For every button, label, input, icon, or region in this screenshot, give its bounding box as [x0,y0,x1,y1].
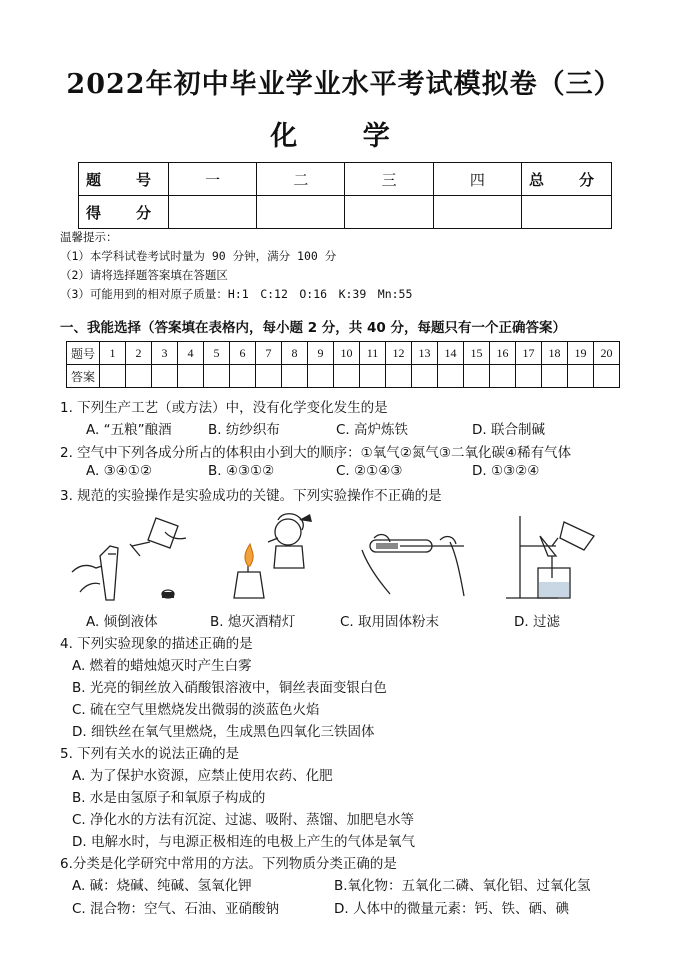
answer-blank-row [67,365,620,388]
score-blank [433,196,521,229]
question-3-option-d: D. 过滤 [514,614,560,630]
answer-number: 16 [490,342,516,365]
alcohol-lamp-illustration [220,510,320,605]
score-cell: 四 [433,163,521,196]
answer-blank [490,365,516,388]
answer-blank [594,365,620,388]
score-blank [345,196,433,229]
tip-item: （3）可能用到的相对原子质量：H:1 C:12 O:16 K:39 Mn:55 [60,287,413,301]
answer-blank [126,365,152,388]
answer-blank [152,365,178,388]
question-3-option-b: B. 熄灭酒精灯 [210,614,296,630]
score-blank [521,196,611,229]
question-6-stem: 6.分类是化学研究中常用的方法。下列物质分类正确的是 [60,856,397,872]
score-cell: 一 [169,163,257,196]
score-cell: 二 [257,163,345,196]
question-3-option-c: C. 取用固体粉末 [340,614,440,630]
solid-powder-illustration [360,520,470,600]
answer-blank [412,365,438,388]
score-cell: 总 分 [521,163,611,196]
score-cell: 三 [345,163,433,196]
answer-number: 11 [360,342,386,365]
answer-blank [464,365,490,388]
answer-number: 18 [542,342,568,365]
tip-item: （2）请将选择题答案填在答题区 [60,268,228,282]
question-6-option-c: C. 混合物：空气、石油、亚硝酸钠 [72,901,280,917]
answer-blank [516,365,542,388]
answer-blank [204,365,230,388]
question-2-option-a: A. ③④①② [86,463,152,479]
score-blank [169,196,257,229]
answer-number-row [67,342,620,365]
pouring-liquid-illustration [70,512,190,602]
answer-row-label: 题号 [67,342,100,365]
score-table-header-row [79,163,612,196]
answer-number: 13 [412,342,438,365]
answer-blank [178,365,204,388]
answer-blank [542,365,568,388]
answer-number: 17 [516,342,542,365]
question-3-option-a: A. 倾倒液体 [86,614,158,630]
score-cell: 题 号 [79,163,169,196]
answer-number: 2 [126,342,152,365]
question-2-option-d: D. ①③②④ [472,463,540,479]
answer-number: 12 [386,342,412,365]
question-6-option-a: A. 碱：烧碱、纯碱、氢氧化钾 [72,878,252,894]
question-4-option-a: A. 燃着的蜡烛熄灭时产生白雾 [72,658,252,674]
answer-number: 14 [438,342,464,365]
answer-blank [568,365,594,388]
answer-row-label: 答案 [67,365,100,388]
question-1-option-d: D. 联合制碱 [472,422,545,438]
answer-number: 10 [334,342,360,365]
subject-title: 化 学 [270,121,418,152]
answer-blank [334,365,360,388]
score-table [78,162,612,229]
answer-blank [438,365,464,388]
question-5-option-c: C. 净化水的方法有沉淀、过滤、吸附、蒸馏、加肥皂水等 [72,812,415,828]
answer-blank [230,365,256,388]
question-2-option-c: C. ②①④③ [336,463,403,479]
answer-number: 8 [282,342,308,365]
question-5-option-a: A. 为了保护水资源，应禁止使用农药、化肥 [72,768,333,784]
score-blank [257,196,345,229]
answer-number: 5 [204,342,230,365]
question-6-option-b: B.氧化物：五氧化二磷、氧化铝、过氧化氢 [334,878,591,894]
question-4-option-b: B. 光亮的铜丝放入硝酸银溶液中，铜丝表面变银白色 [72,680,387,696]
score-table-score-row [79,196,612,229]
filtration-illustration [498,510,608,605]
question-1-option-a: A. “五粮”酿酒 [86,422,172,438]
section-title: 一、我能选择（答案填在表格内，每小题 2 分，共 40 分，每题只有一个正确答案） [60,320,566,336]
answer-number: 7 [256,342,282,365]
question-6-option-d: D. 人体中的微量元素：钙、铁、硒、碘 [334,901,569,917]
answer-number: 9 [308,342,334,365]
answer-blank [100,365,126,388]
question-4-option-c: C. 硫在空气里燃烧发出微弱的淡蓝色火焰 [72,702,320,718]
question-5-option-d: D. 电解水时，与电源正极相连的电极上产生的气体是氧气 [72,834,415,850]
answer-number: 15 [464,342,490,365]
answer-number: 1 [100,342,126,365]
score-label: 得 分 [79,196,169,229]
question-1-option-c: C. 高炉炼铁 [336,422,409,438]
answer-number: 6 [230,342,256,365]
answer-number: 4 [178,342,204,365]
question-1-stem: 1. 下列生产工艺（或方法）中，没有化学变化发生的是 [60,400,388,416]
tips-block [60,228,412,304]
question-5-option-b: B. 水是由氢原子和氧原子构成的 [72,790,266,806]
answer-number: 3 [152,342,178,365]
tips-heading: 温馨提示： [60,230,118,244]
question-1-option-b: B. 纺纱织布 [208,422,280,438]
question-2-stem: 2. 空气中下列各成分所占的体积由小到大的顺序：①氧气②氮气③二氧化碳④稀有气体 [60,445,572,461]
answer-blank [386,365,412,388]
answer-blank [308,365,334,388]
question-4-option-d: D. 细铁丝在氧气里燃烧，生成黑色四氧化三铁固体 [72,724,375,740]
answer-blank [282,365,308,388]
question-3-stem: 3. 规范的实验操作是实验成功的关键。下列实验操作不正确的是 [60,488,442,504]
answer-blank [360,365,386,388]
question-5-stem: 5. 下列有关水的说法正确的是 [60,746,240,762]
tip-item: （1）本学科试卷考试时量为 90 分钟，满分 100 分 [60,249,337,263]
answer-blank [256,365,282,388]
question-2-option-b: B. ④③①② [208,463,275,479]
question-4-stem: 4. 下列实验现象的描述正确的是 [60,636,253,652]
exam-title: 2022年初中毕业学业水平考试模拟卷（三） [66,69,622,100]
answer-number: 19 [568,342,594,365]
answer-table [66,341,620,388]
answer-number: 20 [594,342,620,365]
